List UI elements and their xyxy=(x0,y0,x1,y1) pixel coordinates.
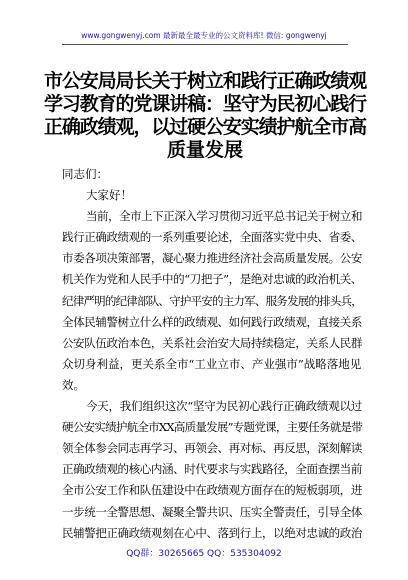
document-title xyxy=(44,70,366,162)
paragraph-line: 公安队伍政治本色，关系社会治安大局持续稳定，关系人民群 xyxy=(62,335,362,350)
salutation: 同志们： xyxy=(62,167,108,181)
paragraph-line: 全市公安工作和队伍建设中在政绩观方面存在的短板弱项，进 xyxy=(62,483,362,498)
paragraph-line: 机关作为党和人民手中的“刀把子”，是绝对忠诚的政治机关、 xyxy=(62,272,362,287)
paragraph-line: 效。 xyxy=(62,377,85,392)
paragraph-line: 一步统一全警思想、凝聚全警共识、压实全警责任，引导全体 xyxy=(62,504,362,519)
paragraph-line: 今天，我们组织这次“坚守为民初心践行正确政绩观以过 xyxy=(86,399,362,414)
site-header: www.gongwenyj.com 最新最全最专业的公文资料库! 微信: gongwenyj xyxy=(81,31,327,40)
paragraph-line: 民辅警把正确政绩观刻在心中、落到行上，以绝对忠诚的政治 xyxy=(62,525,362,540)
contact-footer: QQ群：30265665 QQ：535304092 xyxy=(126,549,282,559)
paragraph-line: 领全体参会同志再学习、再领会、再对标、再反思，深刻解读 xyxy=(62,441,362,456)
title-line: 市公安局局长关于树立和践行正确政绩观 xyxy=(44,70,366,92)
paragraph-line: 当前，全市上下正深入学习贯彻习近平总书记关于树立和 xyxy=(86,209,362,224)
title-line: 学习教育的党课讲稿：坚守为民初心践行 xyxy=(44,93,366,115)
title-line: 质量发展 xyxy=(166,139,243,161)
document-body xyxy=(62,164,362,544)
paragraph-line: 践行正确政绩观的一系列重要论述，全面落实党中央、省委、 xyxy=(62,230,362,245)
header-divider xyxy=(62,44,348,45)
title-line: 正确政绩观，以过硬公安实绩护航全市高 xyxy=(44,116,366,138)
paragraph-line: 硬公安实绩护航全市XX高质量发展”专题党课，主要任务就是带 xyxy=(62,420,363,435)
paragraph-line: 市委各项决策部署，凝心聚力推进经济社会高质量发展。公安 xyxy=(62,251,362,266)
paragraph-line: 全体民辅警树立什么样的政绩观、如何践行政绩观，直接关系 xyxy=(62,314,362,329)
paragraph-line: 纪律严明的纪律部队、守护平安的主力军、服务发展的排头兵， xyxy=(62,293,362,308)
greeting: 大家好！ xyxy=(86,188,132,203)
paragraph-line: 众切身利益，更关系全市“工业立市、产业强市”战略落地见 xyxy=(62,356,362,371)
paragraph-line: 正确政绩观的核心内涵、时代要求与实践路径，全面查摆当前 xyxy=(62,462,362,477)
